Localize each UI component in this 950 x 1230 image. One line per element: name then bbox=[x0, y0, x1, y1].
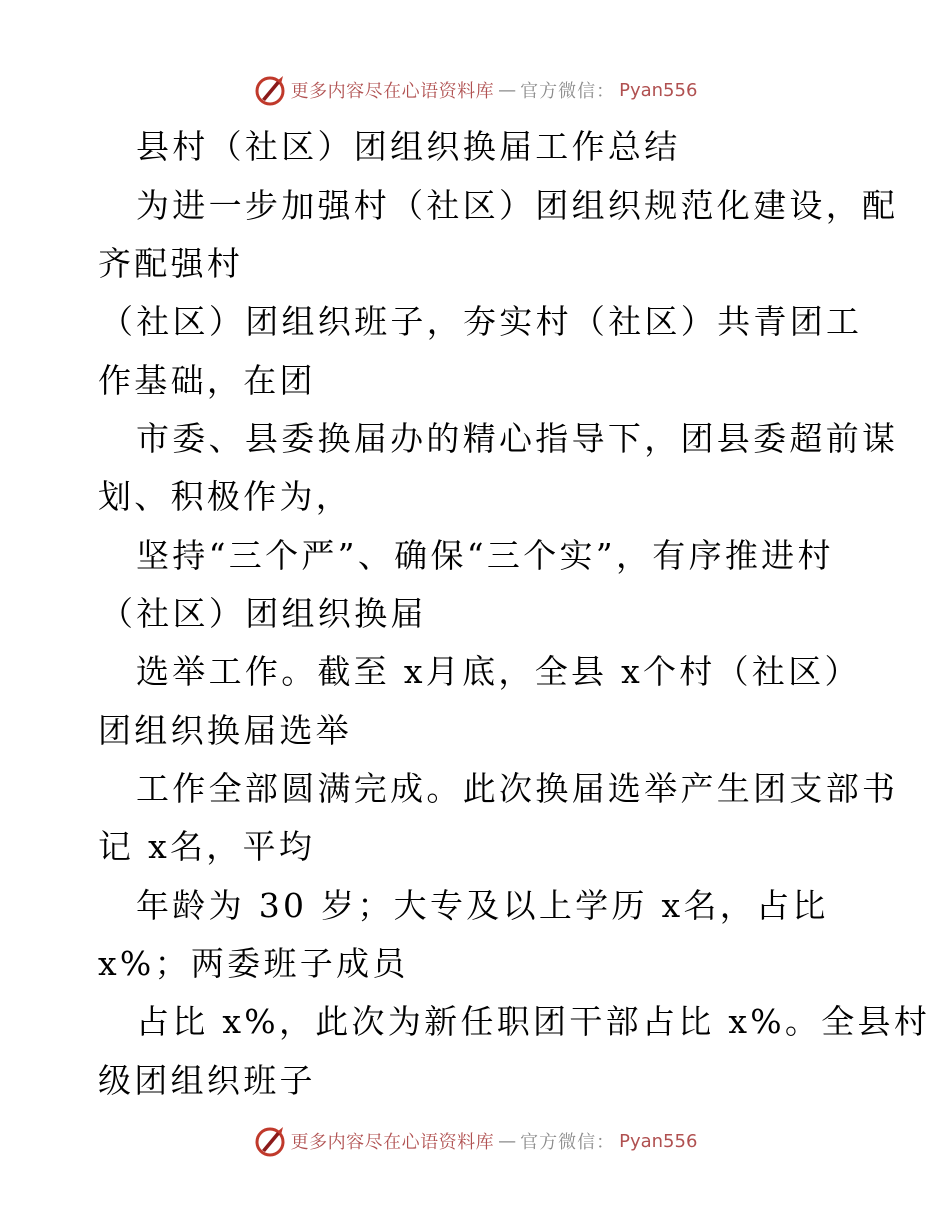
paragraph-line: 市委、县委换届办的精心指导下，团县委超前谋 bbox=[136, 419, 899, 458]
paragraph-line: 占比 x%，此次为新任职团干部占比 x%。全县村 bbox=[136, 1002, 931, 1041]
watermark-wechat-id: Pyan556 bbox=[619, 79, 698, 101]
watermark-brand-text: 更多内容尽在心语资料库 bbox=[290, 81, 495, 102]
paragraph-line: 记 x名，平均 bbox=[98, 827, 316, 866]
paragraph-line: 坚持“三个严”、确保“三个实”，有序推进村 bbox=[136, 536, 834, 575]
paragraph-line: 作基础，在团 bbox=[98, 361, 316, 400]
paragraph-line: （社区）团组织班子，夯实村（社区）共青团工 bbox=[100, 302, 863, 341]
watermark-wechat-id: Pyan556 bbox=[619, 1130, 698, 1152]
paragraph-line: 选举工作。截至 x月底，全县 x个村（社区） bbox=[136, 652, 861, 691]
paragraph-line: 工作全部圆满完成。此次换届选举产生团支部书 bbox=[136, 769, 899, 808]
paragraph-line: x%；两委班子成员 bbox=[98, 944, 409, 983]
watermark-dash: — bbox=[498, 1130, 517, 1152]
paragraph-line: （社区）团组织换届 bbox=[100, 594, 427, 633]
watermark-wechat-label: 官方微信： bbox=[520, 81, 616, 102]
document-title: 县村（社区）团组织换届工作总结 bbox=[136, 127, 681, 166]
watermark-dash: — bbox=[498, 79, 517, 101]
watermark-wechat-label: 官方微信： bbox=[520, 1132, 616, 1153]
paragraph-line: 为进一步加强村（社区）团组织规范化建设，配 bbox=[136, 186, 899, 225]
paragraph-line: 划、积极作为， bbox=[98, 477, 353, 516]
paragraph-line: 齐配强村 bbox=[98, 244, 244, 283]
watermark-content bbox=[253, 1124, 698, 1158]
footer-watermark bbox=[0, 1121, 950, 1161]
paragraph-line: 团组织换届选举 bbox=[98, 711, 353, 750]
quill-pen-circle-icon bbox=[253, 1124, 287, 1158]
paragraph-line: 级团组织班子 bbox=[98, 1061, 316, 1100]
paragraph-line: 年龄为 30 岁；大专及以上学历 x名，占比 bbox=[136, 886, 829, 925]
watermark-brand-text: 更多内容尽在心语资料库 bbox=[290, 1132, 495, 1153]
